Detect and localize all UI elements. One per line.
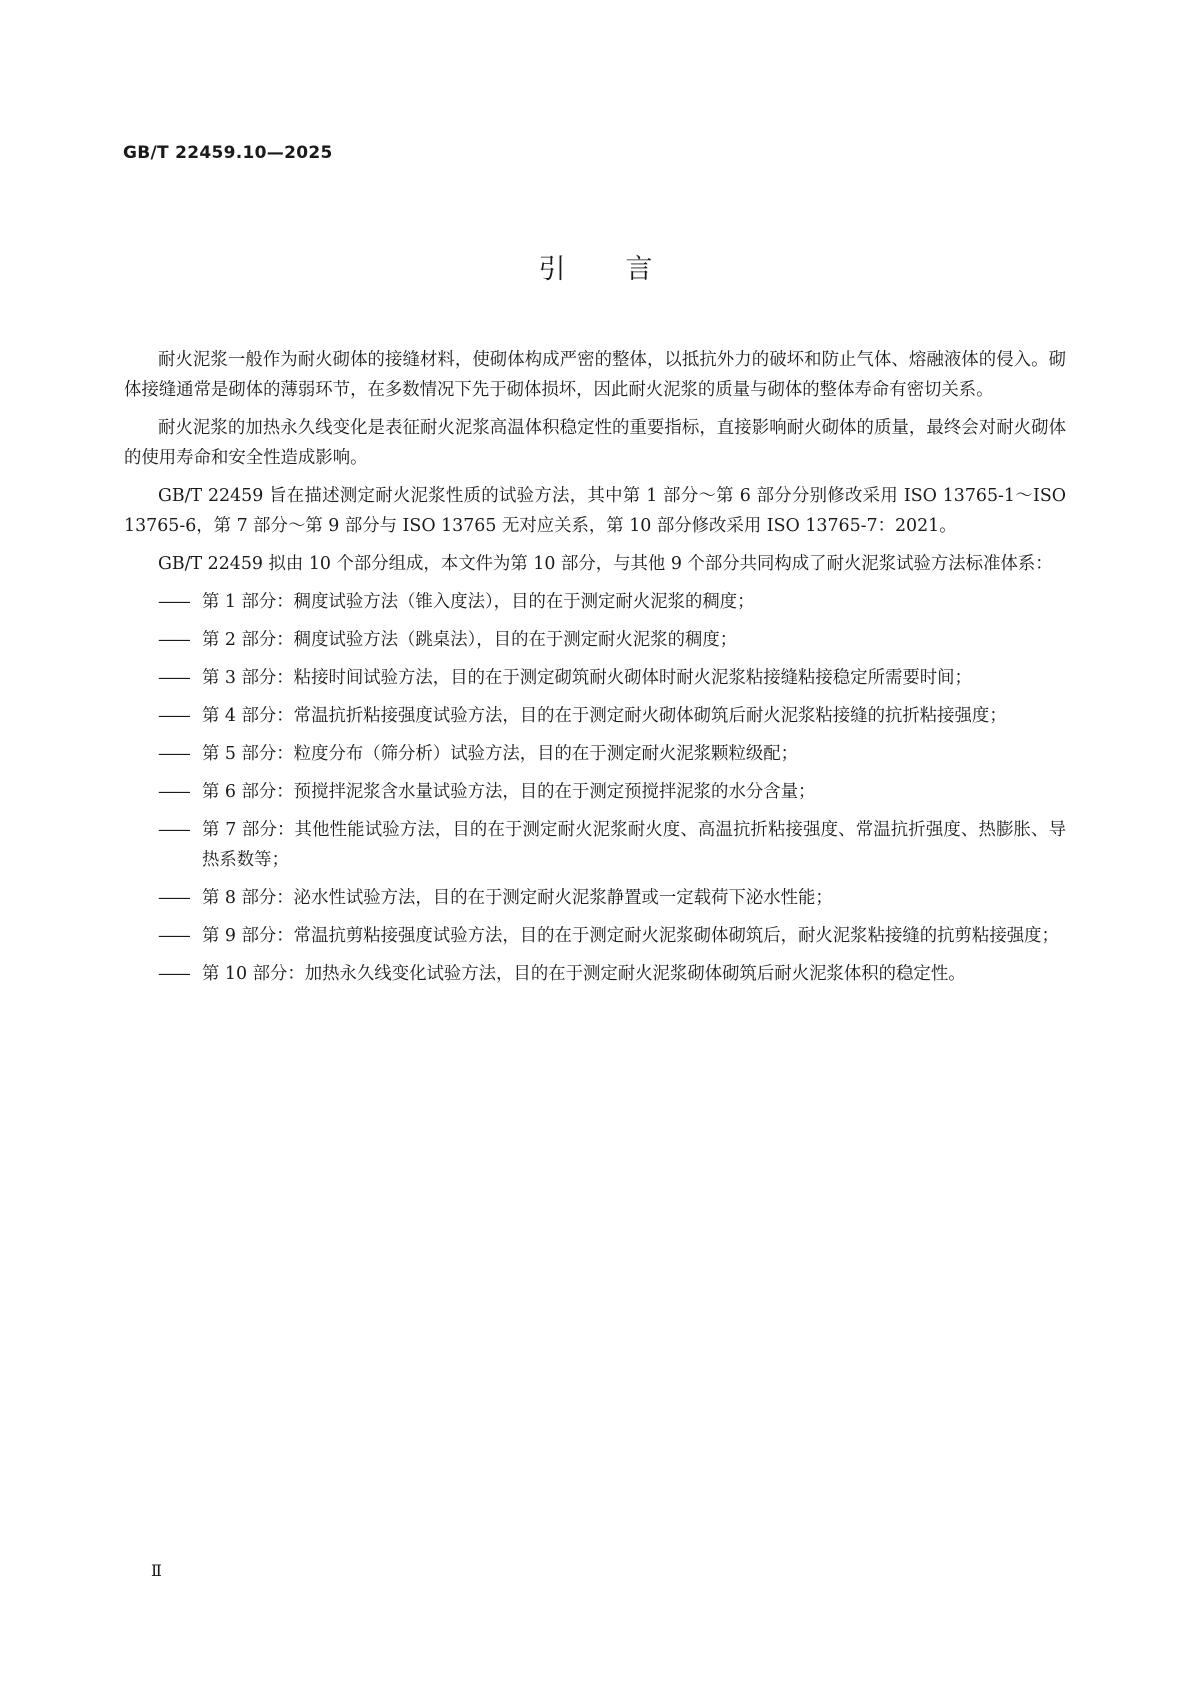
list-item-text: 第 3 部分：粘接时间试验方法，目的在于测定砌筑耐火砌体时耐火泥浆粘接缝粘接稳定所需要时间；	[202, 668, 972, 688]
list-item-text: 第 8 部分：泌水性试验方法，目的在于测定耐火泥浆静置或一定载荷下泌水性能；	[202, 888, 833, 908]
dash-marker: ——	[158, 744, 189, 764]
paragraph: 耐火泥浆的加热永久线变化是表征耐火泥浆高温体积稳定性的重要指标，直接影响耐火砌体的质量，最终会对耐火砌体的使用寿命和安全性造成影响。	[124, 418, 1066, 468]
document-body	[124, 345, 1066, 997]
list-item	[124, 701, 1066, 731]
dash-marker: ——	[158, 782, 189, 802]
dash-marker: ——	[158, 820, 189, 840]
list-item	[124, 587, 1066, 617]
list-item-text: 第 2 部分：稠度试验方法（跳桌法），目的在于测定耐火泥浆的稠度；	[202, 630, 738, 650]
standard-code: GB/T 22459.10—2025	[123, 143, 333, 163]
dash-marker: ——	[158, 964, 189, 984]
dash-marker: ——	[158, 592, 189, 612]
paragraph: 耐火泥浆一般作为耐火砌体的接缝材料，使砌体构成严密的整体，以抵抗外力的破坏和防止气体、熔融液体的侵入。砌体接缝通常是砌体的薄弱环节，在多数情况下先于砌体损坏，因此耐火泥浆的质量与砌体的整体寿命有密切关系。	[124, 350, 1066, 400]
list-item	[124, 959, 1066, 989]
page-title: 引言	[538, 254, 713, 285]
dash-marker: ——	[158, 668, 189, 688]
list-item-text: 第 4 部分：常温抗折粘接强度试验方法，目的在于测定耐火砌体砌筑后耐火泥浆粘接缝的抗折粘接强度；	[202, 706, 1007, 726]
list-item	[124, 625, 1066, 655]
dash-marker: ——	[158, 888, 189, 908]
list-item-text: 第 1 部分：稠度试验方法（锥入度法），目的在于测定耐火泥浆的稠度；	[202, 592, 755, 612]
list-item-text: 第 7 部分：其他性能试验方法，目的在于测定耐火泥浆耐火度、高温抗折粘接强度、常温抗折强度、热膨胀、导热系数等；	[202, 820, 1066, 870]
list-item-text: 第 5 部分：粒度分布（筛分析）试验方法，目的在于测定耐火泥浆颗粒级配；	[202, 744, 799, 764]
list-item-text: 第 10 部分：加热永久线变化试验方法，目的在于测定耐火泥浆砌体砌筑后耐火泥浆体积的稳定性。	[202, 964, 966, 984]
list-item	[124, 921, 1066, 951]
list-item	[124, 883, 1066, 913]
list-item	[124, 777, 1066, 807]
paragraph: GB/T 22459 旨在描述测定耐火泥浆性质的试验方法，其中第 1 部分～第 6 部分分别修改采用 ISO 13765-1～ISO 13765-6，第 7 部分～第 9 部分与 ISO 13765 无对应关系，第 10 部分修改采用 ISO 13765-7：2021。	[124, 486, 1066, 536]
list-item-text: 第 6 部分：预搅拌泥浆含水量试验方法，目的在于测定预搅拌泥浆的水分含量；	[202, 782, 816, 802]
list-item	[124, 663, 1066, 693]
parts-list	[124, 587, 1066, 989]
list-item	[124, 815, 1066, 875]
dash-marker: ——	[158, 926, 189, 946]
list-item	[124, 739, 1066, 769]
list-item-text: 第 9 部分：常温抗剪粘接强度试验方法，目的在于测定耐火泥浆砌体砌筑后，耐火泥浆粘接缝的抗剪粘接强度；	[202, 926, 1059, 946]
dash-marker: ——	[158, 630, 189, 650]
paragraph: GB/T 22459 拟由 10 个部分组成，本文件为第 10 部分，与其他 9 个部分共同构成了耐火泥浆试验方法标准体系：	[158, 554, 1053, 574]
page-number: Ⅱ	[151, 1561, 162, 1580]
dash-marker: ——	[158, 706, 189, 726]
